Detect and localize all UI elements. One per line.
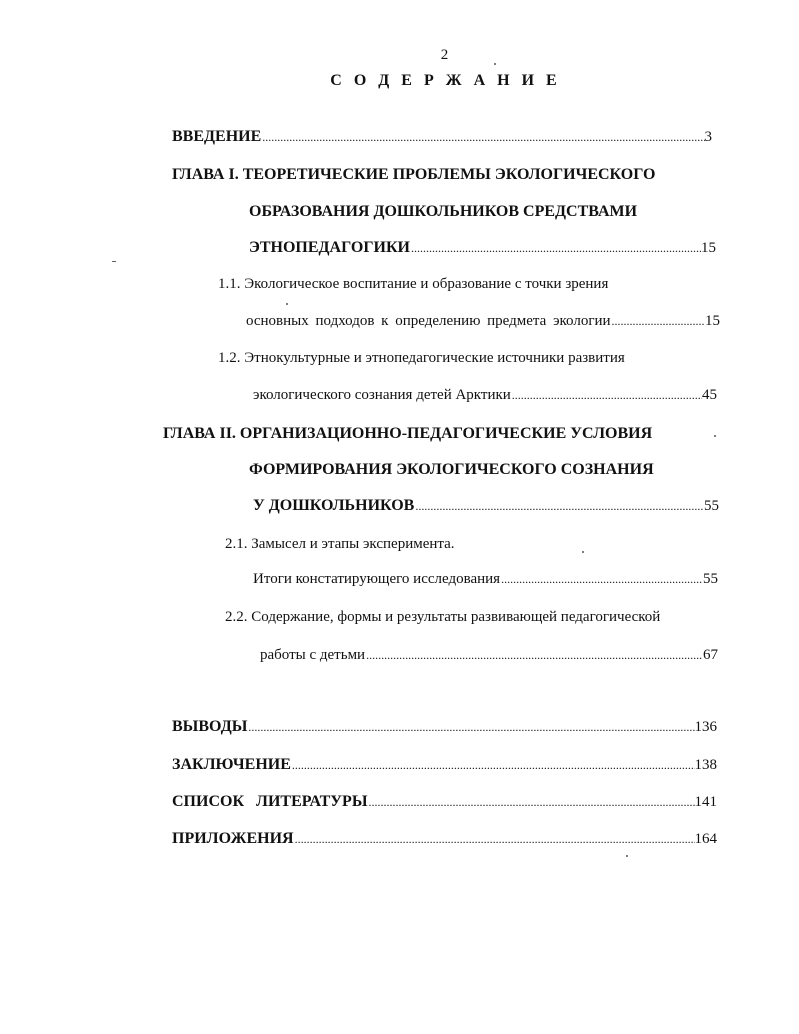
toc-entry-text: работы с детьми	[260, 647, 366, 663]
toc-leader-dots	[261, 130, 704, 145]
toc-entry-page: 15	[705, 313, 720, 329]
toc-entry-text: ГЛАВА I. ТЕОРЕТИЧЕСКИЕ ПРОБЛЕМЫ ЭКОЛОГИЧЕСКОГО	[172, 166, 656, 183]
toc-entry-page: 141	[694, 794, 717, 810]
toc-entry-chapter-1-line-3[interactable]	[249, 239, 716, 261]
toc-entry-text: Итоги констатирующего исследования	[253, 571, 501, 587]
toc-entry-page: 67	[703, 647, 718, 663]
toc-entry-text: основных подходов к определению предмета экологии	[246, 313, 611, 329]
toc-entry-text: ФОРМИРОВАНИЯ ЭКОЛОГИЧЕСКОГО СОЗНАНИЯ	[249, 461, 654, 478]
toc-leader-dots	[414, 499, 704, 514]
toc-entry-text: ВВЕДЕНИЕ	[172, 128, 262, 145]
toc-entry-final-conclusion[interactable]	[172, 756, 717, 778]
toc-entry-text: 2.2. Содержание, формы и результаты развивающей педагогической	[225, 609, 661, 625]
toc-entry-appendices[interactable]	[172, 830, 717, 852]
toc-entry-page: 3	[704, 129, 712, 145]
toc-leader-dots	[500, 572, 703, 587]
toc-entry-section-1-2-line-2[interactable]	[253, 387, 717, 409]
scan-speck	[626, 855, 628, 857]
toc-entry-chapter-1-line-2	[249, 203, 637, 225]
toc-entry-page: 164	[694, 831, 717, 847]
scan-speck	[494, 63, 496, 65]
page-number: 2	[440, 47, 449, 63]
toc-entry-text: ЭТНОПЕДАГОГИКИ	[249, 239, 410, 256]
toc-entry-text: СПИСОК ЛИТЕРАТУРЫ	[172, 793, 368, 810]
toc-leader-dots	[410, 241, 701, 256]
toc-entry-text: ГЛАВА II. ОРГАНИЗАЦИОННО-ПЕДАГОГИЧЕСКИЕ УСЛОВИЯ	[163, 425, 653, 442]
toc-entry-page: 55	[703, 571, 718, 587]
toc-leader-dots	[247, 720, 694, 735]
toc-entry-page: 15	[701, 240, 716, 256]
toc-entry-text: 2.1. Замысел и этапы эксперимента.	[225, 536, 455, 552]
toc-entry-chapter-1-line-1[interactable]	[172, 166, 655, 188]
toc-leader-dots	[365, 648, 703, 663]
toc-entry-page: 136	[694, 719, 717, 735]
toc-entry-bibliography[interactable]	[172, 793, 717, 815]
toc-entry-section-2-2-line-1[interactable]	[225, 609, 660, 631]
scan-speck	[714, 435, 716, 437]
toc-entry-section-1-1-line-2[interactable]	[246, 313, 720, 335]
toc-entry-text: ПРИЛОЖЕНИЯ	[172, 830, 294, 847]
toc-leader-dots	[611, 314, 705, 329]
toc-leader-dots	[291, 758, 695, 773]
toc-leader-dots	[368, 795, 695, 810]
toc-entry-text: экологического сознания детей Арктики	[253, 387, 511, 403]
toc-entry-text: ЗАКЛЮЧЕНИЕ	[172, 756, 291, 773]
toc-entry-chapter-2-line-2	[249, 461, 654, 483]
toc-entry-introduction[interactable]	[172, 128, 712, 150]
toc-entry-section-1-1-line-1[interactable]	[218, 276, 608, 298]
toc-leader-dots	[511, 388, 702, 403]
toc-entry-page: 138	[694, 757, 717, 773]
toc-entry-text: У ДОШКОЛЬНИКОВ	[253, 497, 415, 514]
toc-entry-section-2-1-line-1[interactable]	[225, 536, 455, 558]
scan-speck	[286, 303, 288, 305]
toc-entry-conclusions[interactable]	[172, 718, 717, 740]
toc-entry-text: 1.1. Экологическое воспитание и образование с точки зрения	[218, 276, 609, 292]
scan-speck	[112, 261, 116, 262]
scan-speck	[582, 551, 584, 553]
toc-entry-text: ВЫВОДЫ	[172, 718, 248, 735]
toc-entry-section-1-2-line-1[interactable]	[218, 350, 625, 372]
toc-entry-chapter-2-line-3[interactable]	[253, 497, 719, 519]
toc-entry-section-2-1-line-2[interactable]	[253, 571, 718, 593]
page-title: С О Д Е Р Ж А Н И Е	[330, 72, 561, 89]
toc-entry-page: 45	[702, 387, 717, 403]
toc-leader-dots	[294, 832, 695, 847]
toc-entry-text: ОБРАЗОВАНИЯ ДОШКОЛЬНИКОВ СРЕДСТВАМИ	[249, 203, 638, 220]
toc-entry-section-2-2-line-2[interactable]	[260, 647, 718, 669]
toc-entry-chapter-2-line-1[interactable]	[163, 425, 652, 447]
toc-entry-page: 55	[704, 498, 719, 514]
toc-entry-text: 1.2. Этнокультурные и этнопедагогические источники развития	[218, 350, 625, 366]
